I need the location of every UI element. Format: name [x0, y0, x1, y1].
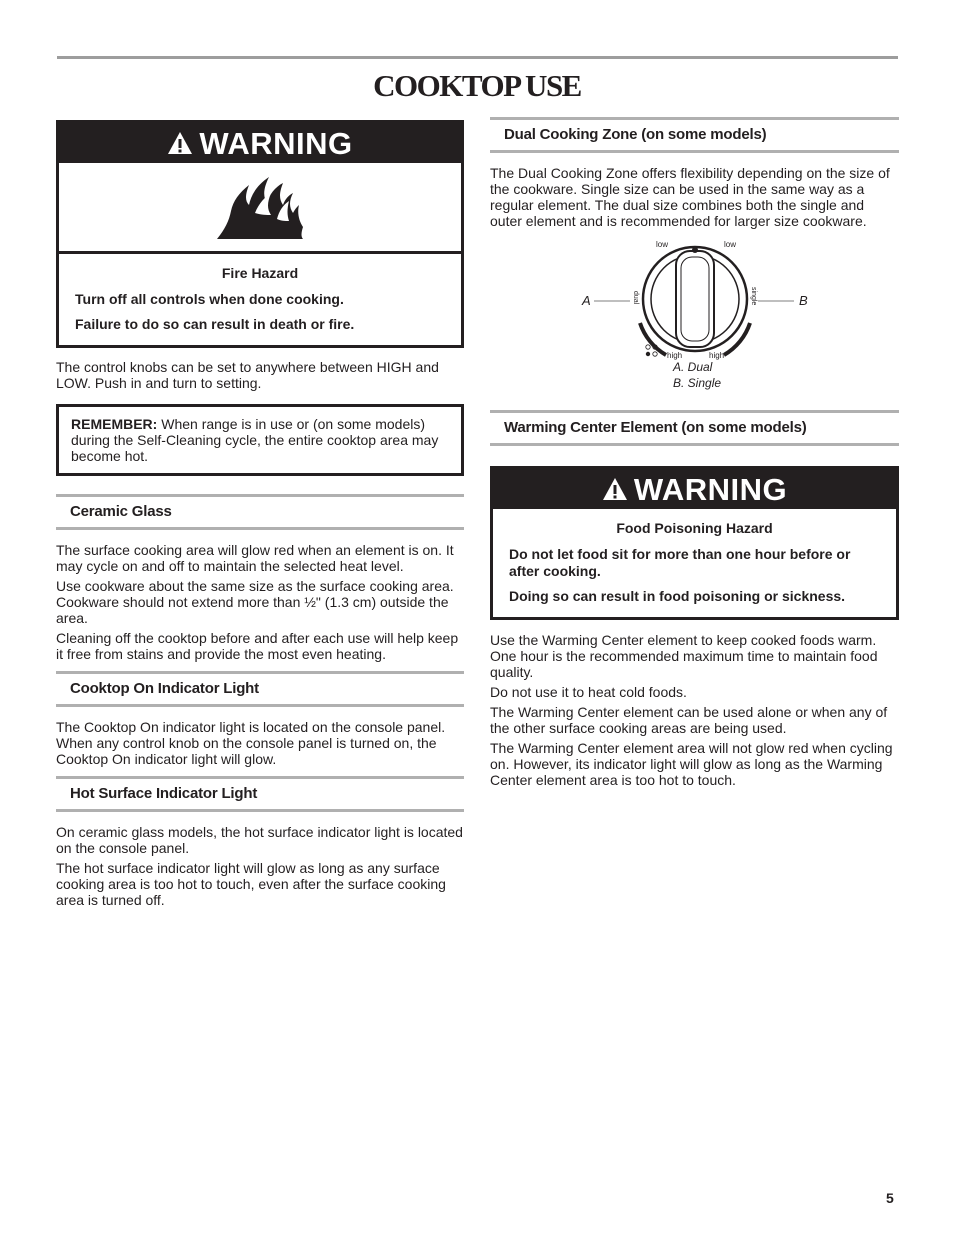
paragraph: The hot surface indicator light will glow as long as any surface cooking area is too hot to touch, even after the surface cooking area is turned off. [56, 860, 446, 908]
paragraph: The surface cooking area will glow red when an element is on. It may cycle on and off to maintain the selected heat level. [56, 542, 454, 574]
paragraph: The Cooktop On indicator light is located on the console panel. When any control knob on the console panel is turned on, the Cooktop On indicator light will glow. [56, 719, 446, 767]
knob-side-dual: dual [632, 291, 639, 305]
knob-label-b: B [799, 293, 808, 308]
warning-line: Turn off all controls when done cooking. [75, 291, 344, 307]
page-number: 5 [886, 1190, 894, 1206]
paragraph: Use cookware about the same size as the surface cooking area. Cookware should not extend more than ½" (1.3 cm) outside the area. [56, 578, 454, 626]
warning-line: Failure to do so can result in death or fire. [75, 316, 355, 332]
remember-text: When range is in use or (on some models) during the Self-Cleaning cycle, the entire cooktop area may become hot. [71, 416, 439, 464]
knob-high-right: high [709, 351, 725, 360]
left-column [56, 120, 464, 912]
hazard-title: Fire Hazard [221, 265, 299, 281]
top-rule [57, 56, 898, 59]
knob-high-left: high [667, 351, 683, 360]
figure-caption-a: A. Dual [673, 360, 713, 374]
remember-label: REMEMBER: [71, 416, 158, 432]
paragraph: On ceramic glass models, the hot surface indicator light is located on the console panel. [56, 824, 463, 856]
section-heading-cooktop-on-indicator: Cooktop On Indicator Light [56, 671, 464, 707]
dual-knob-figure [490, 233, 899, 403]
warning-word: WARNING [199, 125, 353, 161]
remember-box [56, 404, 464, 476]
paragraph: Cleaning off the cooktop before and after each use will help keep it free from stains and provide the most even heating. [56, 630, 459, 662]
warning-triangle-icon [167, 131, 193, 155]
hazard-title: Food Poisoning Hazard [616, 520, 773, 536]
paragraph: The Warming Center element can be used alone or when any of the other surface cooking areas are being used. [490, 704, 888, 736]
warning-body [493, 509, 896, 617]
warning-body [59, 254, 461, 345]
knob-low-left: low [656, 240, 669, 249]
fire-warning-box [56, 120, 464, 348]
warning-word: WARNING [633, 471, 788, 507]
intro-paragraph: The control knobs can be set to anywhere between HIGH and LOW. Push in and turn to setting. [56, 359, 439, 391]
page-title: COOKTOP USE [373, 68, 581, 103]
section-heading-hot-surface-indicator: Hot Surface Indicator Light [56, 776, 464, 812]
warning-line: Doing so can result in food poisoning or sickness. [509, 588, 846, 604]
warning-header [59, 123, 461, 163]
knob-side-single: single [750, 287, 757, 306]
paragraph: The Warming Center element area will not glow red when cycling on. However, its indicator light will glow as long as the Warming Center element area is too hot to touch. [490, 740, 893, 788]
figure-caption-b: B. Single [673, 376, 722, 390]
paragraph: Use the Warming Center element to keep cooked foods warm. One hour is the recommended maximum time to maintain food quality. [490, 632, 878, 680]
food-warning-box [490, 466, 899, 620]
knob-label-a: A [582, 293, 591, 308]
warning-triangle-icon [602, 477, 628, 501]
warning-line: Do not let food sit for more than one hour before or after cooking. [509, 546, 851, 579]
paragraph: The Dual Cooking Zone offers flexibility depending on the size of the cookware. Single size can be used in the same way as a regular element. The dual size combines both the single and outer element and is recommended for larger size cookware. [490, 165, 890, 229]
section-heading-dual-cooking-zone: Dual Cooking Zone (on some models) [490, 117, 899, 153]
section-heading-warming-center: Warming Center Element (on some models) [490, 410, 899, 446]
control-knob-icon [490, 237, 899, 367]
fire-icon-cell [59, 163, 461, 254]
warning-header [493, 469, 896, 509]
knob-low-right: low [724, 240, 737, 249]
right-column [490, 117, 899, 792]
fire-icon [215, 173, 305, 241]
paragraph: Do not use it to heat cold foods. [490, 684, 687, 700]
section-heading-ceramic-glass: Ceramic Glass [56, 494, 464, 530]
